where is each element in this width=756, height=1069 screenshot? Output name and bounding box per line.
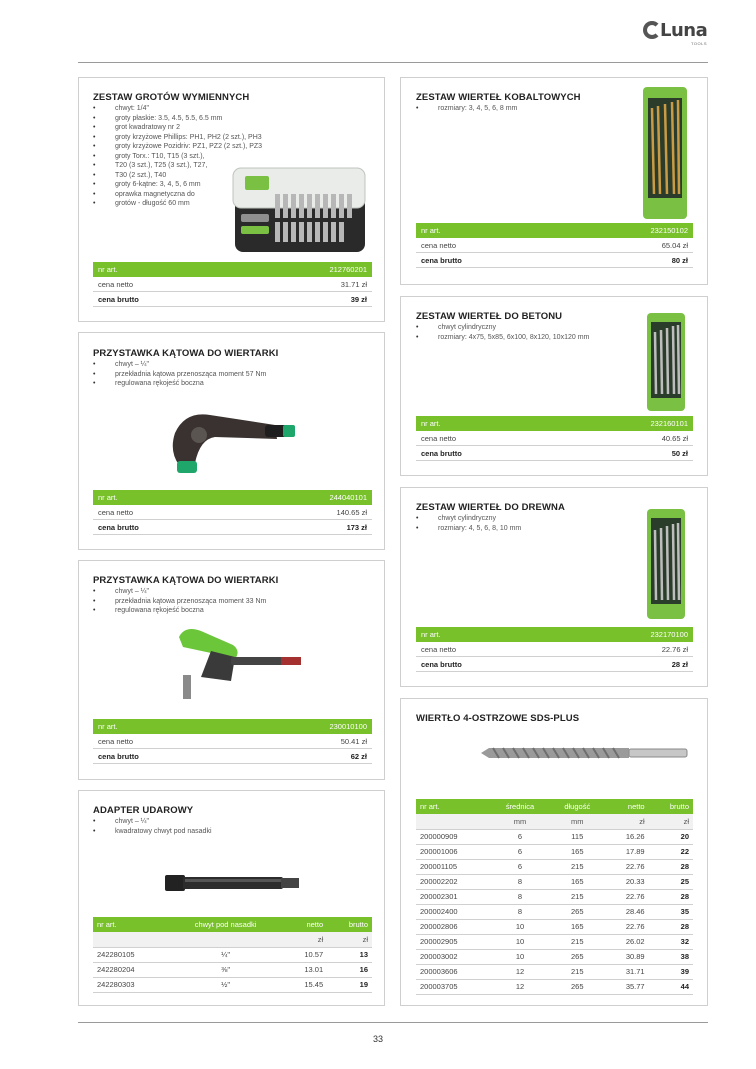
table-cell: 242280303 <box>93 977 168 992</box>
table-cell: 200002301 <box>416 889 490 904</box>
table-cell: 30.89 <box>605 949 649 964</box>
concrete-drills-image <box>646 312 686 412</box>
art-number: 244040101 <box>329 493 367 502</box>
page-number: 33 <box>372 1034 383 1044</box>
table-cell: 8 <box>490 904 549 919</box>
table-cell: 165 <box>550 919 605 934</box>
table-cell: 200003002 <box>416 949 490 964</box>
netto-label: cena netto <box>98 737 134 746</box>
table-cell: 200002806 <box>416 919 490 934</box>
netto-value: 140.65 zł <box>336 508 367 517</box>
table-cell: 215 <box>550 889 605 904</box>
brutto-row <box>416 446 693 461</box>
table-cell: 22 <box>649 844 693 859</box>
art-number: 232170100 <box>650 630 688 639</box>
table-cell: 10 <box>490 949 549 964</box>
unit-cell: zł <box>283 932 327 947</box>
col-header: brutto <box>327 917 372 932</box>
netto-label: cena netto <box>98 280 134 289</box>
brutto-label: cena brutto <box>421 256 462 265</box>
table-cell: 22.76 <box>605 889 649 904</box>
table-cell: 200003606 <box>416 964 490 979</box>
table-cell: 200001105 <box>416 859 490 874</box>
table-cell: 242280204 <box>93 962 168 977</box>
art-label: nr art. <box>98 722 118 731</box>
table-row <box>416 829 693 844</box>
table-cell: 215 <box>550 934 605 949</box>
table-cell: ¼" <box>168 947 283 962</box>
art-label: nr art. <box>98 265 118 274</box>
price-header <box>93 490 372 505</box>
table-row <box>416 919 693 934</box>
table-row <box>93 962 372 977</box>
card-bit-set <box>78 77 385 322</box>
sds-drill-image <box>479 745 689 761</box>
brutto-row <box>416 657 693 672</box>
table-cell: 10 <box>490 919 549 934</box>
netto-row <box>416 431 693 446</box>
table-cell: 15.45 <box>283 977 327 992</box>
col-header: brutto <box>649 799 693 814</box>
brutto-value: 62 zł <box>350 752 367 761</box>
table-row <box>416 964 693 979</box>
table-cell: 8 <box>490 889 549 904</box>
table-cell: 31.71 <box>605 964 649 979</box>
table-cell: 12 <box>490 964 549 979</box>
table-cell: 38 <box>649 949 693 964</box>
table-row <box>416 979 693 994</box>
card-title: PRZYSTAWKA KĄTOWA DO WIERTARKI <box>93 348 279 359</box>
table-cell: 26.02 <box>605 934 649 949</box>
table-row <box>416 949 693 964</box>
brutto-label: cena brutto <box>98 523 139 532</box>
bottom-rule <box>78 1022 708 1023</box>
brutto-value: 39 zł <box>350 295 367 304</box>
unit-cell <box>416 814 490 829</box>
bullet-item-cont: • T20 (3 szt.), T25 (3 szt.), T27, <box>93 161 283 171</box>
card-title: ZESTAW WIERTEŁ DO DREWNA <box>416 502 565 513</box>
bullet-list <box>416 323 646 342</box>
table-row <box>93 947 372 962</box>
bullet-item: • chwyt cylindryczny <box>416 323 646 333</box>
card-impact-adapter <box>78 790 385 1006</box>
table-cell: ½" <box>168 977 283 992</box>
card-title: ZESTAW GROTÓW WYMIENNYCH <box>93 92 250 103</box>
table-cell: 35.77 <box>605 979 649 994</box>
bullet-item: • przekładnia kątowa przenosząca moment 33 Nm <box>93 597 373 607</box>
top-rule <box>78 62 708 63</box>
bullet-item: • rozmiary: 3, 4, 5, 6, 8 mm <box>416 104 636 114</box>
price-header <box>93 262 372 277</box>
table-cell: 215 <box>550 964 605 979</box>
bullet-item: • chwyt – ¼" <box>93 817 373 827</box>
bullet-item: • chwyt cylindryczny <box>416 514 636 524</box>
brutto-row <box>93 292 372 307</box>
bullet-item: • chwyt – ¼" <box>93 587 373 597</box>
bullet-item: • groty krzyżowe Phillips: PH1, PH2 (2 szt.), PH3 <box>93 133 283 143</box>
angle-attachment-image <box>165 403 305 483</box>
table-cell: 35 <box>649 904 693 919</box>
table-cell: 13.01 <box>283 962 327 977</box>
table-cell: 215 <box>550 859 605 874</box>
netto-row <box>93 505 372 520</box>
netto-value: 40.65 zł <box>661 434 688 443</box>
art-number: 232150102 <box>650 226 688 235</box>
price-header <box>416 416 693 431</box>
table-cell: 17.89 <box>605 844 649 859</box>
art-number: 212760201 <box>329 265 367 274</box>
brutto-row <box>93 749 372 764</box>
bullet-list <box>416 104 636 114</box>
card-concrete-drills <box>400 296 708 476</box>
unit-cell <box>168 932 283 947</box>
table-cell: 265 <box>550 949 605 964</box>
table-cell: 20.33 <box>605 874 649 889</box>
bullet-list <box>93 817 373 836</box>
brutto-label: cena brutto <box>421 449 462 458</box>
table-cell: 200001006 <box>416 844 490 859</box>
col-header: netto <box>283 917 327 932</box>
brand-sub: TOOLS <box>691 41 707 46</box>
table-cell: 265 <box>550 904 605 919</box>
netto-label: cena netto <box>421 241 457 250</box>
bullet-list <box>93 360 373 389</box>
wood-drills-image <box>646 508 686 620</box>
bullet-item: • regulowana rękojeść boczna <box>93 379 373 389</box>
bullet-item: • przekładnia kątowa przenosząca moment 57 Nm <box>93 370 373 380</box>
card-angle-attachment-2 <box>78 560 385 780</box>
table-row <box>416 934 693 949</box>
card-angle-attachment-1 <box>78 332 385 550</box>
price-header <box>93 719 372 734</box>
card-sds-plus-drill <box>400 698 708 1006</box>
card-title: ZESTAW WIERTEŁ DO BETONU <box>416 311 563 322</box>
netto-row <box>416 642 693 657</box>
table-row <box>416 889 693 904</box>
table-cell: 28 <box>649 859 693 874</box>
bullet-item: • chwyt – ¼" <box>93 360 373 370</box>
card-title: ZESTAW WIERTEŁ KOBALTOWYCH <box>416 92 581 103</box>
table-cell: 28 <box>649 919 693 934</box>
netto-value: 65.04 zł <box>661 241 688 250</box>
impact-adapter-image <box>163 871 303 895</box>
bullet-item: • groty krzyżowe Pozidriv: PZ1, PZ2 (2 szt.), PZ3 <box>93 142 283 152</box>
unit-cell <box>93 932 168 947</box>
table-cell: 115 <box>550 829 605 844</box>
netto-row <box>93 277 372 292</box>
art-label: nr art. <box>421 419 441 428</box>
netto-row <box>416 238 693 253</box>
table-cell: 32 <box>649 934 693 949</box>
netto-value: 31.71 zł <box>340 280 367 289</box>
col-header: nr art. <box>93 917 168 932</box>
bullet-item: • grot kwadratowy nr 2 <box>93 123 283 133</box>
bullet-item: • oprawka magnetyczna do <box>93 190 283 200</box>
netto-row <box>93 734 372 749</box>
sds-table-body <box>416 829 693 994</box>
bullet-item-cont: • T30 (2 szt.), T40 <box>93 171 283 181</box>
col-header: netto <box>605 799 649 814</box>
table-cell: 10.57 <box>283 947 327 962</box>
netto-label: cena netto <box>421 434 457 443</box>
brutto-value: 173 zł <box>346 523 367 532</box>
art-label: nr art. <box>421 226 441 235</box>
art-number: 230010100 <box>329 722 367 731</box>
col-header: nr art. <box>416 799 490 814</box>
table-cell: 13 <box>327 947 372 962</box>
brutto-label: cena brutto <box>98 295 139 304</box>
table-cell: 22.76 <box>605 859 649 874</box>
table-cell: 6 <box>490 844 549 859</box>
table-cell: 25 <box>649 874 693 889</box>
col-header: średnica <box>490 799 549 814</box>
cobalt-drills-image <box>642 86 688 220</box>
card-wood-drills <box>400 487 708 687</box>
table-cell: 165 <box>550 844 605 859</box>
table-cell: 165 <box>550 874 605 889</box>
adapter-table-body <box>93 947 372 992</box>
table-cell: 200003705 <box>416 979 490 994</box>
table-row <box>416 859 693 874</box>
table-cell: 39 <box>649 964 693 979</box>
table-cell: 28.46 <box>605 904 649 919</box>
bullet-item: • groty płaskie: 3.5, 4.5, 5.5, 6.5 mm <box>93 114 283 124</box>
unit-cell: zł <box>605 814 649 829</box>
table-row <box>93 977 372 992</box>
card-title: WIERTŁO 4-OSTRZOWE SDS-PLUS <box>416 713 580 724</box>
card-title: ADAPTER UDAROWY <box>93 805 194 816</box>
brutto-label: cena brutto <box>421 660 462 669</box>
bullet-item-cont: • grotów - długość 60 mm <box>93 199 283 209</box>
unit-cell: mm <box>550 814 605 829</box>
brand-name: Luna <box>660 20 708 41</box>
unit-cell: zł <box>327 932 372 947</box>
art-label: nr art. <box>98 493 118 502</box>
table-cell: 8 <box>490 874 549 889</box>
table-cell: 10 <box>490 934 549 949</box>
sds-table <box>416 799 693 995</box>
bullet-item: • kwadratowy chwyt pod nasadki <box>93 827 373 837</box>
art-number: 232160101 <box>650 419 688 428</box>
table-cell: 200002202 <box>416 874 490 889</box>
table-row <box>416 844 693 859</box>
table-cell: ⅜" <box>168 962 283 977</box>
card-cobalt-drills <box>400 77 708 285</box>
bullet-list <box>93 587 373 616</box>
col-header: długość <box>550 799 605 814</box>
table-cell: 12 <box>490 979 549 994</box>
table-cell: 242280105 <box>93 947 168 962</box>
table-row <box>416 874 693 889</box>
table-cell: 6 <box>490 859 549 874</box>
bullet-item: • groty Torx.: T10, T15 (3 szt.), <box>93 152 283 162</box>
card-title: PRZYSTAWKA KĄTOWA DO WIERTARKI <box>93 575 279 586</box>
brutto-label: cena brutto <box>98 752 139 761</box>
bullet-item: • chwyt: 1/4" <box>93 104 283 114</box>
netto-label: cena netto <box>98 508 134 517</box>
brutto-value: 80 zł <box>671 256 688 265</box>
table-cell: 200002905 <box>416 934 490 949</box>
table-cell: 200000909 <box>416 829 490 844</box>
netto-value: 50.41 zł <box>340 737 367 746</box>
table-cell: 200002400 <box>416 904 490 919</box>
brutto-row <box>93 520 372 535</box>
angle-attachment-image <box>171 625 311 705</box>
bullet-item: • rozmiary: 4x75, 5x85, 6x100, 8x120, 10x120 mm <box>416 333 646 343</box>
luna-logo-icon <box>643 21 661 39</box>
table-cell: 16.26 <box>605 829 649 844</box>
table-cell: 16 <box>327 962 372 977</box>
table-cell: 44 <box>649 979 693 994</box>
table-cell: 20 <box>649 829 693 844</box>
price-header <box>416 223 693 238</box>
table-cell: 6 <box>490 829 549 844</box>
netto-label: cena netto <box>421 645 457 654</box>
brutto-value: 28 zł <box>671 660 688 669</box>
bullet-item: • groty 6-kątne: 3, 4, 5, 6 mm <box>93 180 283 190</box>
table-cell: 265 <box>550 979 605 994</box>
bit-set-image <box>231 164 371 256</box>
table-cell: 28 <box>649 889 693 904</box>
brutto-row <box>416 253 693 268</box>
bullet-list <box>416 514 636 533</box>
bullet-item: • regulowana rękojeść boczna <box>93 606 373 616</box>
bullet-item: • rozmiary: 4, 5, 6, 8, 10 mm <box>416 524 636 534</box>
table-cell: 22.76 <box>605 919 649 934</box>
unit-cell: mm <box>490 814 549 829</box>
brutto-value: 50 zł <box>671 449 688 458</box>
netto-value: 22.76 zł <box>661 645 688 654</box>
art-label: nr art. <box>421 630 441 639</box>
unit-cell: zł <box>649 814 693 829</box>
price-header <box>416 627 693 642</box>
table-cell: 19 <box>327 977 372 992</box>
col-header: chwyt pod nasadki <box>168 917 283 932</box>
adapter-table <box>93 917 372 993</box>
table-row <box>416 904 693 919</box>
